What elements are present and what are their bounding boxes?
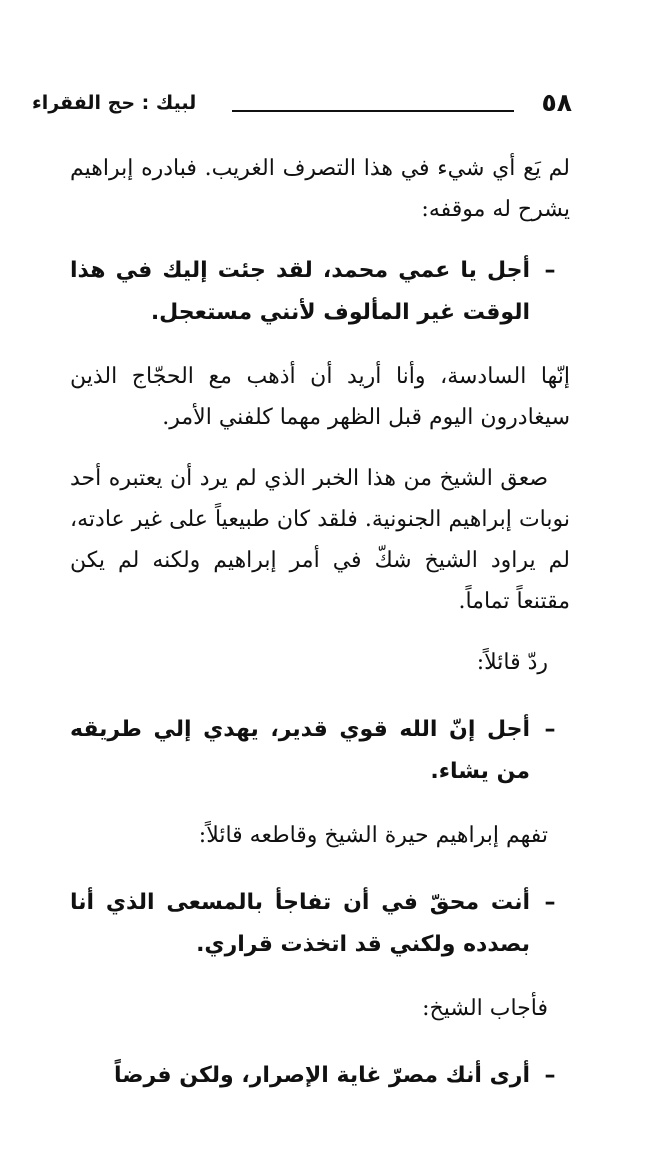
page-body <box>70 148 570 1119</box>
dialogue-dash: – <box>544 890 556 915</box>
dialogue-text: أنت محقّ في أن تفاجأ بالمسعى الذي أنا بصدده ولكني قد اتخذت قراري. <box>70 890 530 957</box>
paragraph-2: إنّها السادسة، وأنا أريد أن أذهب مع الحجّاج الذين سيغادرون اليوم قبل الظهر مهما كلفني الأمر. <box>70 364 570 430</box>
dialogue-line-3 <box>70 882 570 966</box>
dialogue-text: أجل إنّ الله قوي قدير، يهدي إلي طريقه من يشاء. <box>70 717 530 784</box>
dialogue-line-1 <box>70 250 570 334</box>
paragraph-4: ردّ قائلاً: <box>476 650 548 675</box>
running-title: لبيك : حج الفقراء <box>32 92 197 114</box>
paragraph-6: فأجاب الشيخ: <box>422 996 548 1021</box>
page-number: ٥٨ <box>541 88 572 117</box>
dialogue-dash: – <box>544 258 556 283</box>
dialogue-dash: – <box>544 1063 556 1088</box>
header-rule <box>232 110 514 112</box>
dialogue-line-4 <box>70 1055 570 1097</box>
page-header <box>32 88 572 128</box>
paragraph-5: تفهم إبراهيم حيرة الشيخ وقاطعه قائلاً: <box>198 823 548 848</box>
dialogue-text: أجل يا عمي محمد، لقد جئت إليك في هذا الوقت غير المألوف لأنني مستعجل. <box>70 258 530 325</box>
paragraph-1: لم يَع أي شيء في هذا التصرف الغريب. فبادره إبراهيم يشرح له موقفه: <box>70 156 570 222</box>
dialogue-line-2 <box>70 709 570 793</box>
paragraph-3: صعق الشيخ من هذا الخبر الذي لم يرد أن يعتبره أحد نوبات إبراهيم الجنونية. فلقد كان طبيعياً على غير عادته، لم يراود الشيخ شكّ في أمر إبراهيم ولكنه لم يكن مقتنعاً تماماً. <box>70 466 570 614</box>
dialogue-text: أرى أنك مصرّ غاية الإصرار، ولكن فرضاً <box>113 1063 530 1088</box>
dialogue-dash: – <box>544 717 556 742</box>
